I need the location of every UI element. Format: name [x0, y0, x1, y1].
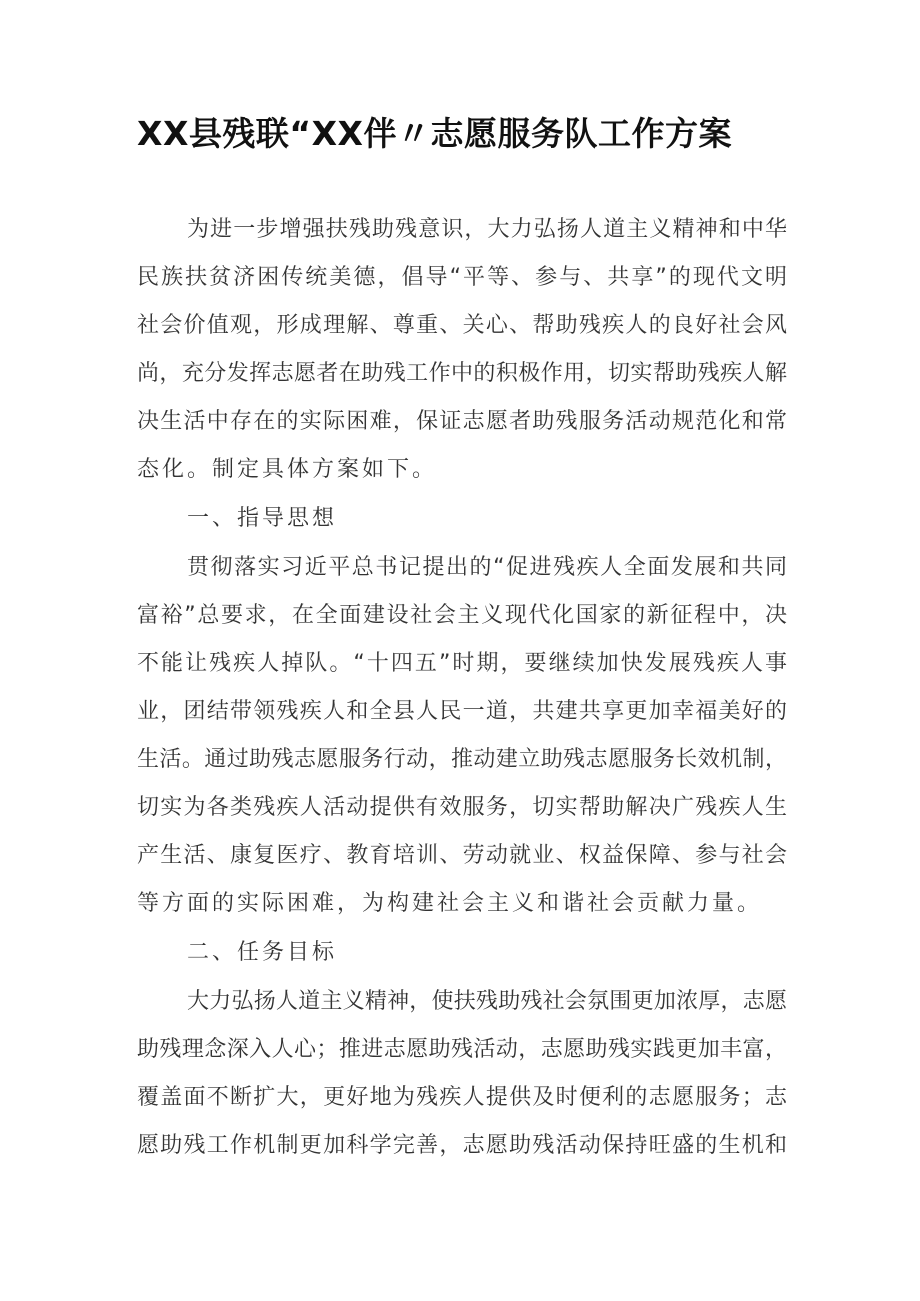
section-heading-guiding: 一、指导思想: [187, 506, 338, 531]
paragraph-line: 覆盖面不断扩大，更好地为残疾人提供及时便利的志愿服务；志: [137, 1085, 787, 1110]
paragraph-line: 产生活、康复医疗、教育培训、劳动就业、权益保障、参与社会: [137, 843, 787, 868]
paragraph-line: 业，团结带领残疾人和全县人民一道，共建共享更加幸福美好的: [137, 699, 787, 724]
paragraph-line: 贯彻落实习近平总书记提出的“促进残疾人全面发展和共同: [187, 555, 787, 580]
paragraph-line: 态化。制定具体方案如下。: [137, 457, 438, 482]
paragraph-line: 切实为各类残疾人活动提供有效服务，切实帮助解决广残疾人生: [137, 795, 787, 820]
paragraph-line: 决生活中存在的实际困难，保证志愿者助残服务活动规范化和常: [137, 409, 787, 434]
paragraph-line: 不能让残疾人掉队。“十四五”时期，要继续加快发展残疾人事: [137, 651, 787, 676]
paragraph-line: 社会价值观，形成理解、尊重、关心、帮助残疾人的良好社会风: [137, 313, 787, 338]
paragraph-line: 大力弘扬人道主义精神，使扶残助残社会氛围更加浓厚，志愿: [187, 989, 787, 1014]
document-title: XX县残联“XX伴〃志愿服务队工作方案: [137, 114, 732, 153]
paragraph-line: 生活。通过助残志愿服务行动，推动建立助残志愿服务长效机制，: [137, 747, 787, 772]
paragraph-line: 愿助残工作机制更加科学完善，志愿助残活动保持旺盛的生机和: [137, 1133, 787, 1158]
paragraph-line: 等方面的实际困难，为构建社会主义和谐社会贡献力量。: [137, 891, 763, 916]
paragraph-line: 富裕”总要求，在全面建设社会主义现代化国家的新征程中，决: [137, 603, 787, 628]
section-heading-goals: 二、任务目标: [187, 940, 338, 965]
document-body: [137, 206, 787, 1170]
paragraph-line: 民族扶贫济困传统美德，倡导“平等、参与、共享”的现代文明: [137, 265, 787, 290]
paragraph-line: 为进一步增强扶残助残意识，大力弘扬人道主义精神和中华: [187, 217, 787, 242]
paragraph-line: 助残理念深入人心；推进志愿助残活动，志愿助残实践更加丰富，: [137, 1037, 787, 1062]
paragraph-line: 尚，充分发挥志愿者在助残工作中的积极作用，切实帮助残疾人解: [137, 361, 787, 386]
